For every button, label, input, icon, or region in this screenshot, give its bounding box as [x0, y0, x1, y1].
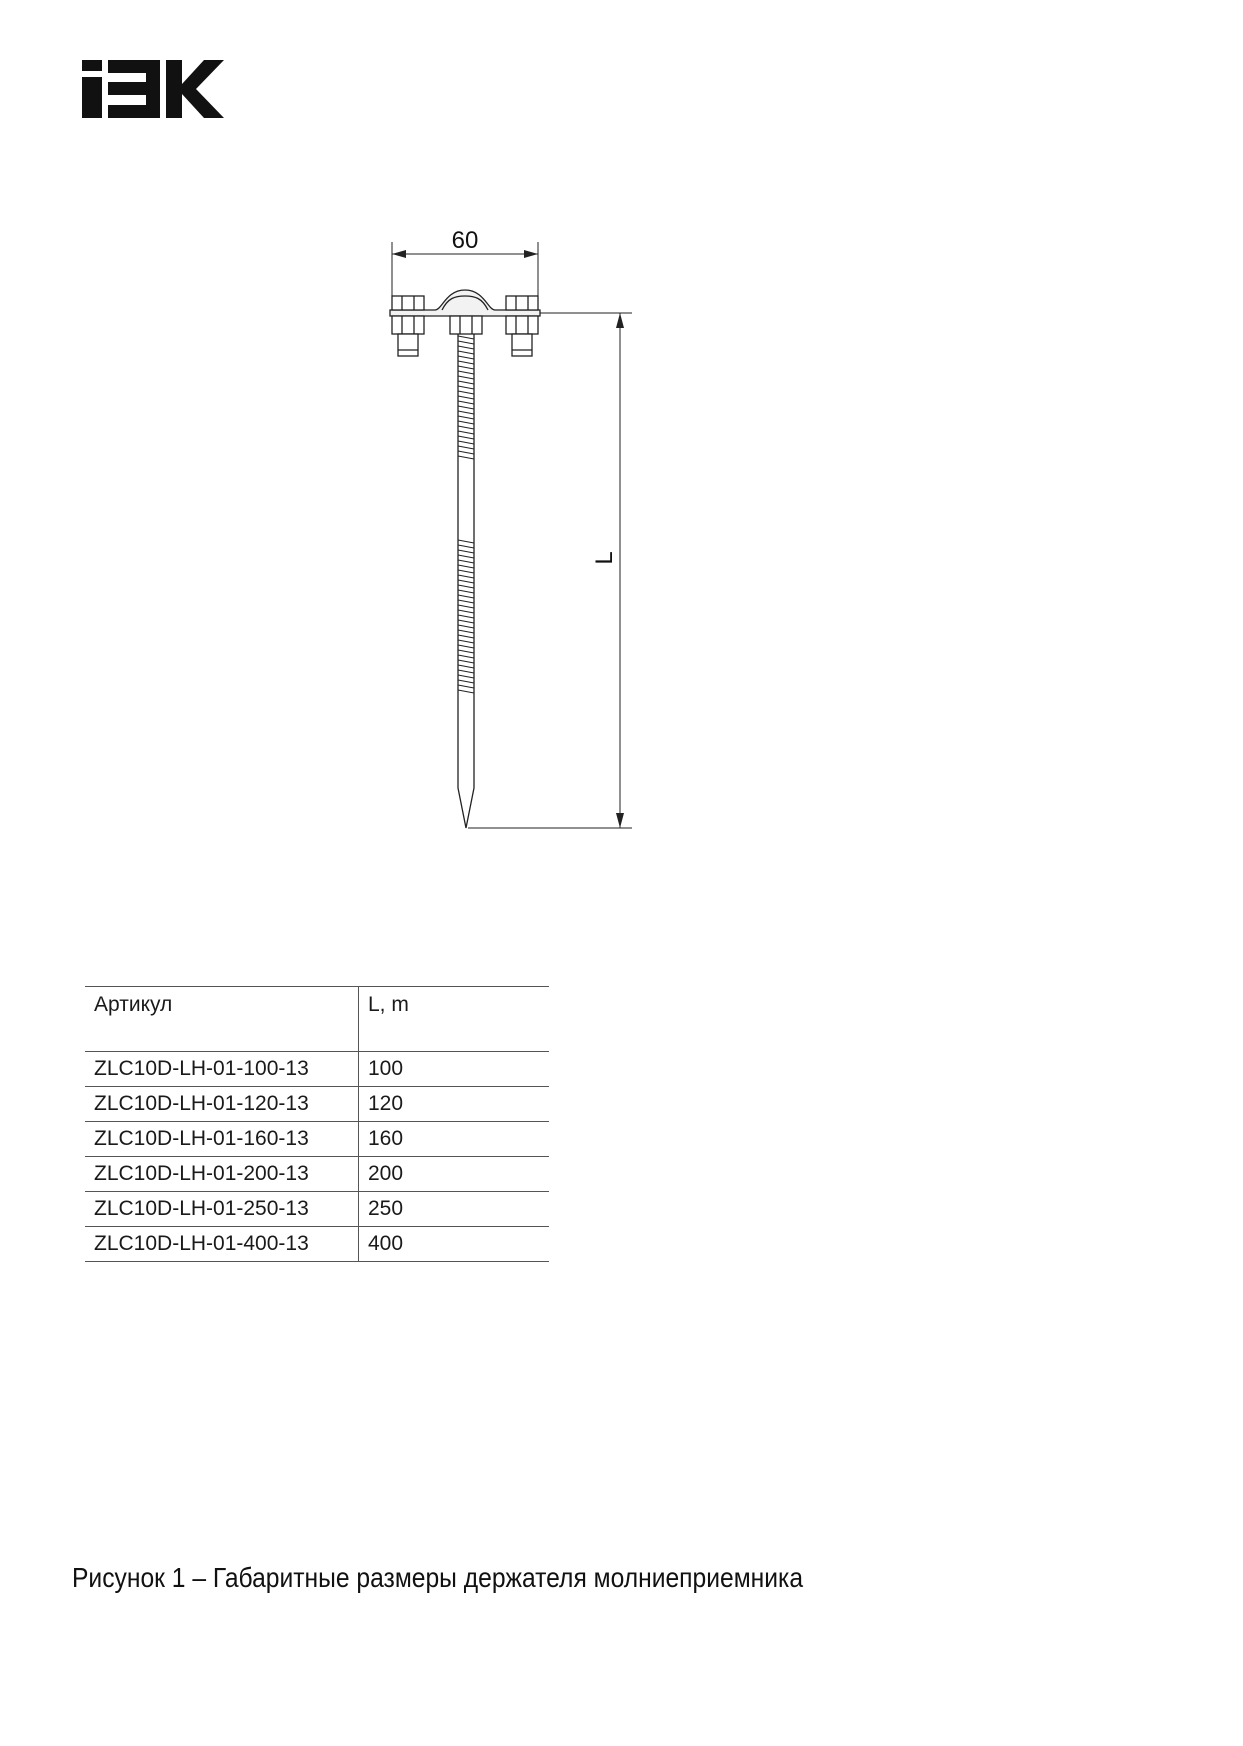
length-cell: 250 [359, 1192, 550, 1227]
lightning-rod-holder-drawing [380, 220, 660, 840]
length-cell: 200 [359, 1157, 550, 1192]
figure-caption: Рисунок 1 – Габаритные размеры держателя молниеприемника [72, 1562, 804, 1593]
table-row [85, 1122, 549, 1157]
width-dimension-label: 60 [451, 227, 479, 254]
table-row [85, 1157, 549, 1192]
length-cell: 400 [359, 1227, 550, 1262]
length-cell: 120 [359, 1087, 550, 1122]
article-cell: ZLC10D-LH-01-160-13 [85, 1122, 359, 1157]
article-cell: ZLC10D-LH-01-200-13 [85, 1157, 359, 1192]
length-cell: 100 [359, 1052, 550, 1087]
header-article: Артикул [85, 987, 359, 1052]
iek-logo [82, 60, 224, 118]
header-length: L, m [359, 987, 550, 1052]
table-row [85, 1192, 549, 1227]
table-header-row [85, 987, 549, 1052]
article-cell: ZLC10D-LH-01-250-13 [85, 1192, 359, 1227]
article-cell: ZLC10D-LH-01-400-13 [85, 1227, 359, 1262]
article-length-table [85, 986, 549, 1262]
table-row [85, 1227, 549, 1262]
article-cell: ZLC10D-LH-01-120-13 [85, 1087, 359, 1122]
table-row [85, 1052, 549, 1087]
length-dimension-label: L [591, 551, 618, 565]
article-cell: ZLC10D-LH-01-100-13 [85, 1052, 359, 1087]
length-cell: 160 [359, 1122, 550, 1157]
table-row [85, 1087, 549, 1122]
